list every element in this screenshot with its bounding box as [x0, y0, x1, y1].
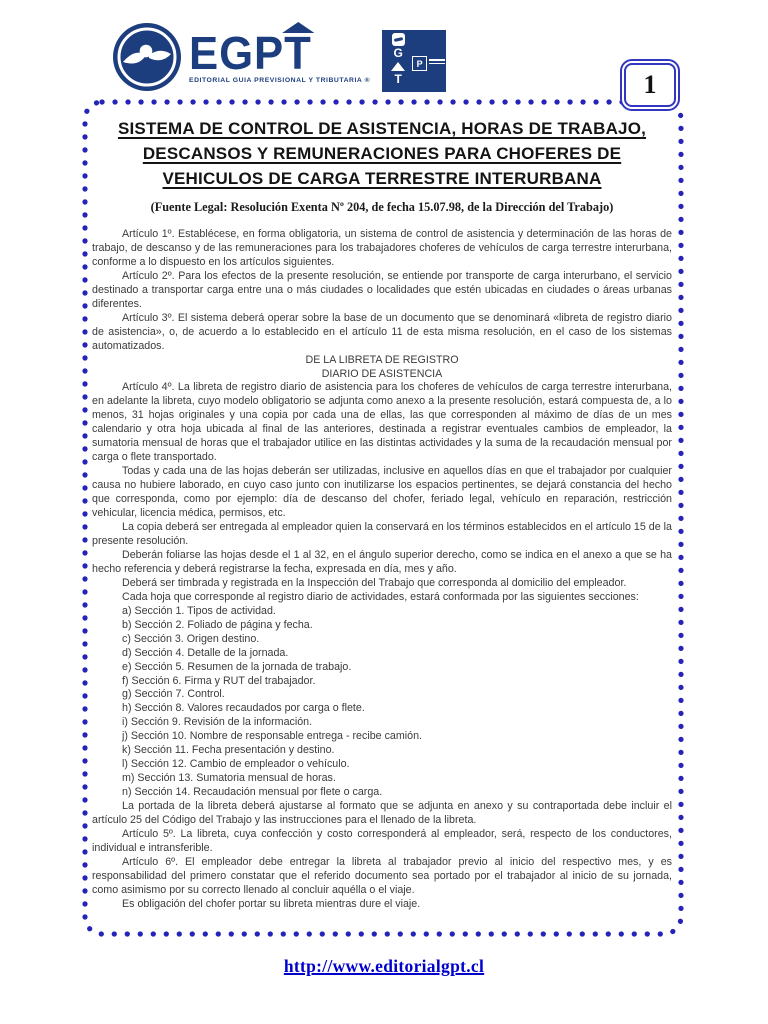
paragraph: Cada hoja que corresponde al registro diario de actividades, estará conformada por las siguientes secciones:: [122, 590, 639, 603]
title-line: SISTEMA DE CONTROL DE ASISTENCIA, HORAS DE TRABAJO,: [117, 119, 647, 138]
paragraph: Artículo 4º. La libreta de registro diario de asistencia para los choferes de vehículos de carga terrestre interurbana, en adelante la libreta, cuyo modelo obligatorio se adjunta como anexo a la presente resolución, estará compuesta de, a lo menos, 31 hojas originales y una copia por cada una de ellas, las que corresponden al máximo de días de un mes calendario y otra hoja ubicada al final de las anteriores, destinada a registrar eventuales cambios de empleador, la sumatoria mensual de horas que el trabajador utilice en las distintas actividades y la suma de la recaudación mensual por carga o flete transportado.: [92, 381, 672, 464]
list-item: e) Sección 5. Resumen de la jornada de trabajo.: [122, 660, 352, 673]
egpt-logo: [112, 22, 446, 92]
logo-text-column: [189, 27, 371, 84]
paragraph: La portada de la libreta deberá ajustarse al formato que se adjunta en anexo y su contraportada debe incluir el artículo 25 del Código del Trabajo y las instrucciones para el llenado de la libreta.: [92, 800, 672, 827]
gpt-badge-p-block: [412, 56, 445, 71]
website-link[interactable]: http://www.editorialgpt.cl: [283, 956, 485, 976]
document-body: [92, 228, 672, 912]
footer: [0, 956, 768, 977]
up-arrow-icon: [391, 62, 405, 71]
paragraph: Artículo 3º. El sistema deberá operar sobre la base de un documento que se denominará «libreta de registro diario de asistencia», o, de acuerdo a lo establecido en el artículo 11 de esta misma resolución, en el caso de los sistemas automatizados.: [92, 311, 672, 352]
logo-brand-t: T: [284, 31, 312, 75]
logo-brand-text: [189, 27, 361, 79]
document-content: [92, 116, 672, 912]
badge-letter-p: P: [412, 56, 427, 71]
paragraph: Artículo 2º. Para los efectos de la presente resolución, se entiende por transporte de carga interurbano, el servicio destinado a transportar carga entre una o más ciudades o localidades que estén ubicadas en ciudades o áreas urbanas diferentes.: [92, 269, 672, 310]
badge-swoosh-icon: [392, 33, 405, 46]
paragraph: Deberá ser timbrada y registrada en la Inspección del Trabajo que corresponda al domicilio del empleador.: [122, 576, 627, 589]
list-item: h) Sección 8. Valores recaudados por carga o flete.: [122, 702, 365, 715]
paragraph: Artículo 6º. El empleador debe entregar la libreta al trabajador previo al inicio del respectivo mes, y es responsabilidad del primero constatar que el referido documento sea portado por el trabajador al inicio de su jornada, como asimismo por su correcto llenado al concluir aquélla o el viaje.: [92, 855, 672, 896]
gpt-badge-logo: [382, 30, 446, 92]
page-number: 1: [624, 63, 676, 107]
badge-letter-g: G: [393, 46, 403, 60]
list-item: k) Sección 11. Fecha presentación y destino.: [122, 744, 335, 757]
page-number-box: [620, 59, 680, 111]
badge-letter-t: T: [394, 72, 402, 86]
document-subtitle: (Fuente Legal: Resolución Exenta Nº 204, de fecha 15.07.98, de la Dirección del Trabajo): [150, 200, 614, 214]
egpt-emblem-icon: [112, 22, 182, 92]
document-title: [92, 116, 672, 191]
paragraph: Artículo 1º. Establécese, en forma obligatoria, un sistema de control de asistencia y determinación de las horas de trabajo, de descanso y de las remuneraciones para los trabajadores choferes de vehículos de carga terrestre interurbana, conforme a lo dispuesto en los artículos siguientes.: [92, 228, 672, 268]
list-item: d) Sección 4. Detalle de la jornada.: [122, 646, 289, 659]
paragraph: Artículo 5º. La libreta, cuya confección y costo corresponderá al empleador, será, respecto de los conductores, individual e intransferible.: [92, 827, 672, 854]
paragraph: La copia deberá ser entregada al empleador quien la conservará en los términos establecidos en el artículo 15 de la presente resolución.: [92, 521, 672, 547]
title-line: DESCANSOS Y REMUNERACIONES PARA CHOFERES DE: [142, 144, 622, 163]
section-heading: DIARIO DE ASISTENCIA: [321, 367, 443, 380]
list-item: m) Sección 13. Sumatoria mensual de horas.: [122, 772, 336, 785]
badge-fineprint-lines: [429, 59, 445, 64]
gpt-badge-column: [388, 33, 408, 86]
list-item: b) Sección 2. Foliado de página y fecha.: [122, 618, 313, 631]
paragraph: Deberán foliarse las hojas desde el 1 al 32, en el ángulo superior derecho, como se indica en el anexo a que se ha hecho referencia y deberá registrarse la fecha, expresada en día, mes y año.: [92, 548, 672, 575]
title-line: VEHICULOS DE CARGA TERRESTRE INTERURBANA: [162, 169, 602, 188]
list-item: l) Sección 12. Cambio de empleador o vehículo.: [122, 758, 350, 771]
section-heading: DE LA LIBRETA DE REGISTRO: [305, 353, 459, 366]
list-item: c) Sección 3. Origen destino.: [122, 632, 260, 645]
list-item: j) Sección 10. Nombre de responsable entrega - recibe camión.: [122, 730, 423, 743]
list-item: g) Sección 7. Control.: [122, 688, 225, 701]
logo-brand-egp: EGP: [189, 27, 285, 79]
paragraph: Es obligación del chofer portar su libreta mientras dure el viaje.: [122, 897, 421, 910]
logo-tagline: EDITORIAL GUIA PREVISIONAL Y TRIBUTARIA ®: [189, 77, 371, 84]
list-item: f) Sección 6. Firma y RUT del trabajador.: [122, 674, 316, 687]
list-item: a) Sección 1. Tipos de actividad.: [122, 604, 276, 617]
list-item: n) Sección 14. Recaudación mensual por flete o carga.: [122, 786, 383, 799]
paragraph: Todas y cada una de las hojas deberán ser utilizadas, inclusive en aquellos días en que el trabajador por cualquier causa no hubiere laborado, en cuyo caso junto con inutilizarse los espacios pertinentes, se dejará constancia del hecho que corresponda, como por ejemplo: día de descanso del chofer, feriado legal, vehículo en reparación, restricción vehicular, licencia médica, permisos, etc.: [92, 465, 672, 520]
roof-icon: [282, 22, 314, 33]
list-item: i) Sección 9. Revisión de la información.: [122, 716, 313, 729]
